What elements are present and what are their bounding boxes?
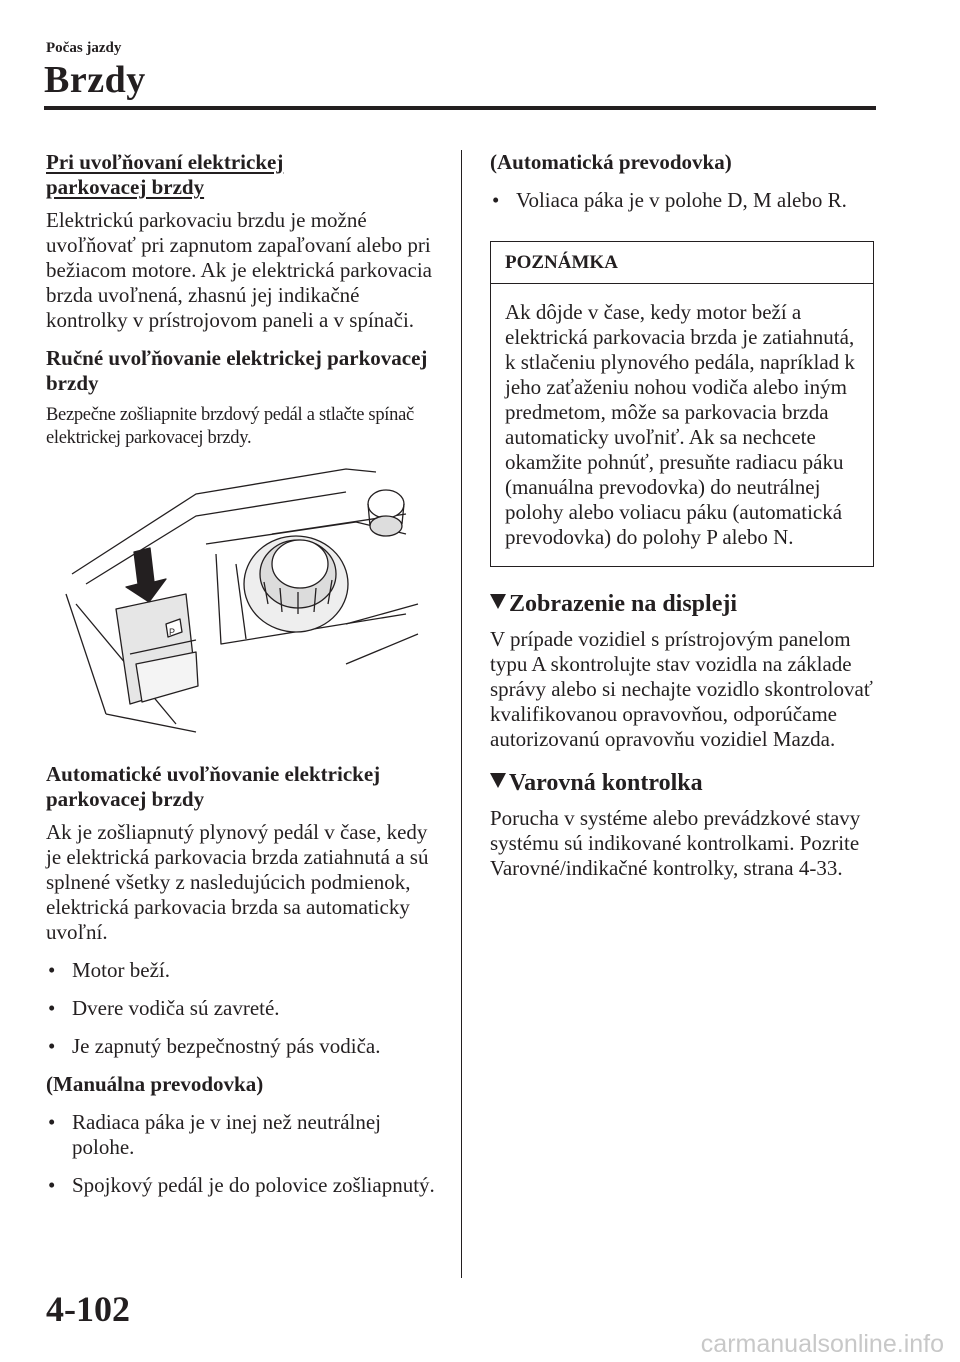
- header-rule: [44, 106, 876, 110]
- note-box: [490, 241, 874, 567]
- list-item: • Radiaca páka je v inej než neutrálnej polohe.: [48, 1110, 382, 1159]
- warning-paragraph: Porucha v systéme alebo prevádzkové stavy systému sú indikované kontrolkami. Pozrite Varovné/indikačné kontrolky, strana 4-33.: [490, 806, 861, 880]
- right-column: [490, 150, 880, 881]
- bullet-icon: •: [48, 1110, 56, 1134]
- parking-brake-switch-illustration: [46, 464, 426, 744]
- release-title-line-1: Pri uvoľňovaní elektrickej: [46, 150, 284, 174]
- page-title: Brzdy: [44, 59, 146, 101]
- note-title: POZNÁMKA: [491, 242, 873, 284]
- release-title-line-2: parkovacej brzdy: [46, 175, 205, 199]
- manual-release-paragraph: Bezpečne zošliapnite brzdový pedál a stlačte spínač elektrickej parkovacej brzdy.: [46, 405, 414, 448]
- list-item: • Dvere vodiča sú zavreté.: [48, 996, 280, 1020]
- bullet-icon: •: [48, 1173, 56, 1197]
- list-item: • Motor beží.: [48, 958, 170, 982]
- manual-transmission-title: (Manuálna prevodovka): [46, 1072, 264, 1096]
- triangle-icon: [490, 594, 506, 609]
- bullet-icon: •: [48, 996, 56, 1020]
- auto-release-paragraph: Ak je zošliapnutý plynový pedál v čase, kedy je elektrická parkovacia brzda zatiahnutá a sú splnené všetky z nasledujúcich podmienok, elektrická parkovacia brzda sa automaticky uvoľní.: [46, 820, 429, 944]
- display-section-title: Zobrazenie na displeji: [490, 589, 880, 619]
- release-section-title: [46, 150, 446, 200]
- automatic-transmission-title: (Automatická prevodovka): [490, 150, 732, 174]
- note-text: Ak dôjde v čase, kedy motor beží a elektrická parkovacia brzda je zatiahnutá, k stlačeniu plynového pedála, napríklad k jeho zaťaženiu nohou vodiča alebo iným predmetom, môže sa parkovacia brzda automaticky uvoľniť. Ak sa nechcete okamžite pohnúť, presuňte radiacu páku (manuálna prevodovka) do neutrálnej polohy alebo voliacu páku (automatická prevodovka) do polohy P alebo N.: [505, 300, 855, 549]
- page-number: 4-102: [46, 1289, 130, 1329]
- list-item: • Je zapnutý bezpečnostný pás vodiča.: [48, 1034, 381, 1058]
- bullet-icon: •: [492, 188, 500, 212]
- manual-release-title: Ručné uvoľňovanie elektrickej parkovacej brzdy: [46, 346, 428, 395]
- release-paragraph: Elektrickú parkovaciu brzdu je možné uvoľňovať pri zapnutom zapaľovaní alebo pri bežiacom motore. Ak je elektrická parkovacia brzda uvoľnená, zhasnú jej indikačné kontrolky v prístrojovom paneli a v spínači.: [46, 208, 432, 332]
- column-divider: [461, 150, 462, 1278]
- display-paragraph: V prípade vozidiel s prístrojovým panelom typu A skontrolujte stav vozidla na základe správy alebo si nechajte vozidlo skontrolovať kvalifikovanou opravovňou, odporúčame autorizovanú opravovňu vozidiel Mazda.: [490, 627, 873, 751]
- watermark: carmanualsonline.info: [700, 1330, 944, 1358]
- warning-section-title: Varovná kontrolka: [490, 768, 880, 798]
- running-section-label: Počas jazdy: [46, 40, 122, 56]
- left-column: [46, 150, 446, 1198]
- list-item: • Voliaca páka je v polohe D, M alebo R.: [492, 188, 847, 212]
- auto-release-title: Automatické uvoľňovanie elektrickej parkovacej brzdy: [46, 762, 381, 811]
- bullet-icon: •: [48, 1034, 56, 1058]
- triangle-icon: [490, 773, 506, 788]
- parking-symbol: P: [169, 627, 176, 637]
- bullet-icon: •: [48, 958, 56, 982]
- list-item: • Spojkový pedál je do polovice zošliapnutý.: [48, 1173, 435, 1197]
